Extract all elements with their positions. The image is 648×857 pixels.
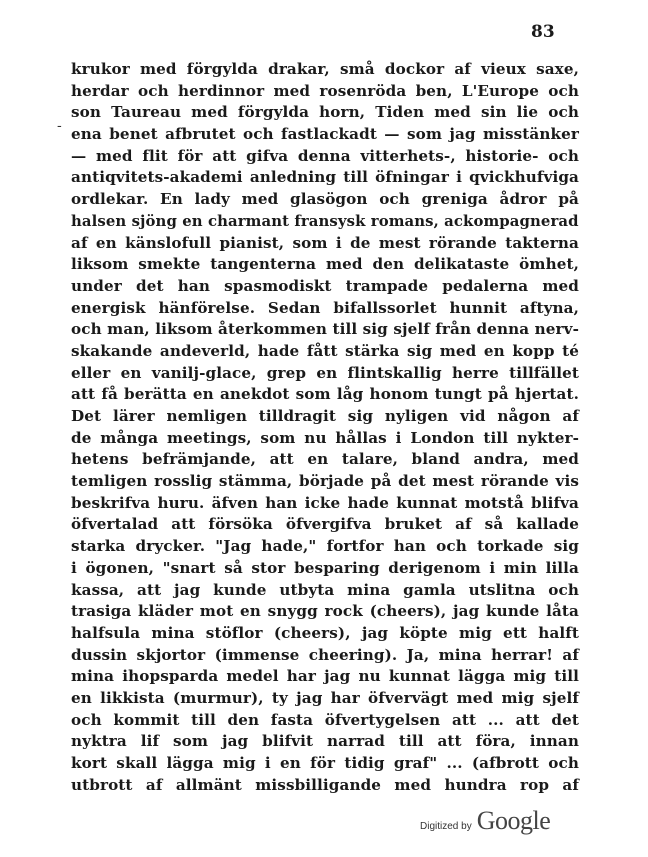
text-line: i ögonen, "snart så stor besparing derigenom i min lilla bbox=[71, 558, 579, 577]
text-line: beskrifva huru. äfven han icke hade kunnat motstå blifva bbox=[71, 493, 579, 512]
text-line: halsen sjöng en charmant fransysk romans, ackompagnerad bbox=[71, 211, 579, 230]
digitized-footer bbox=[420, 806, 550, 836]
text-line: — med flit för att gifva denna vitterhets-, historie- och bbox=[71, 146, 579, 165]
body-text bbox=[71, 59, 579, 796]
text-line: mina ihopsparda medel har jag nu kunnat lägga mig till bbox=[71, 667, 579, 686]
text-line: af en känslofull pianist, som i de mest rörande takterna bbox=[71, 233, 579, 252]
text-line: nyktra lif som jag blifvit narrad till att föra, innan bbox=[71, 732, 579, 751]
text-line: ordlekar. En lady med glasögon och greniga ådror på bbox=[71, 190, 579, 209]
text-line: kassa, att jag kunde utbyta mina gamla utslitna och bbox=[71, 580, 579, 599]
text-line: ena benet afbrutet och fastlackadt — som jag misstänker bbox=[71, 125, 579, 144]
page-number: 83 bbox=[531, 22, 555, 42]
text-line: eller en vanilj-glace, grep en flintskallig herre tillfället bbox=[71, 363, 579, 382]
text-line: energisk hänförelse. Sedan bifallssorlet hunnit aftyna, bbox=[71, 298, 579, 317]
text-line: liksom smekte tangenterna med den delikataste ömhet, bbox=[71, 255, 579, 274]
text-line: och kommit till den fasta öfvertygelsen att ... att det bbox=[71, 710, 579, 729]
text-line: och man, liksom återkommen till sig sjelf från denna nerv- bbox=[71, 320, 579, 339]
text-line: hetens befrämjande, att en talare, bland andra, med bbox=[71, 450, 579, 469]
text-line: starka drycker. "Jag hade," fortfor han och torkade sig bbox=[71, 537, 579, 556]
text-line: halfsula mina stöflor (cheers), jag köpte mig ett halft bbox=[71, 623, 579, 642]
text-line: en likkista (murmur), ty jag har öfvervägt med mig sjelf bbox=[71, 688, 579, 707]
digitized-by-label: Digitized by bbox=[420, 821, 472, 832]
text-line: att få berätta en anekdot som låg honom tungt på hjertat. bbox=[71, 385, 579, 404]
text-line: skakande andeverld, hade fått stärka sig med en kopp té bbox=[71, 341, 579, 360]
text-line: antiqvitets-akademi anledning till öfningar i qvickhufviga bbox=[71, 168, 579, 187]
google-logo: Google bbox=[476, 806, 551, 835]
text-line: kort skall lägga mig i en för tidig graf" ... (afbrott och bbox=[71, 754, 579, 772]
text-line: dussin skjortor (immense cheering). Ja, mina herrar! af bbox=[71, 645, 579, 664]
text-line: under det han spasmodiskt trampade pedalerna med bbox=[71, 276, 579, 295]
text-line: öfvertalad att försöka öfvergifva bruket af så kallade bbox=[71, 515, 579, 534]
text-line: trasiga kläder mot en snygg rock (cheers), jag kunde låta bbox=[71, 602, 579, 621]
text-line: utbrott af allmänt missbilligande med hundra rop af bbox=[71, 775, 579, 794]
margin-mark: - bbox=[57, 118, 62, 134]
text-line: krukor med förgylda drakar, små dockor af vieux saxe, bbox=[71, 60, 579, 78]
text-line: herdar och herdinnor med rosenröda ben, L'Europe och bbox=[71, 81, 579, 100]
text-line: temligen rosslig stämma, började på det mest rörande vis bbox=[71, 472, 579, 491]
text-line: de många meetings, som nu hållas i London till nykter- bbox=[71, 428, 579, 447]
text-line: Det lärer nemligen tilldragit sig nyligen vid någon af bbox=[71, 407, 579, 425]
text-line: son Taureau med förgylda horn, Tiden med sin lie och bbox=[71, 103, 579, 122]
